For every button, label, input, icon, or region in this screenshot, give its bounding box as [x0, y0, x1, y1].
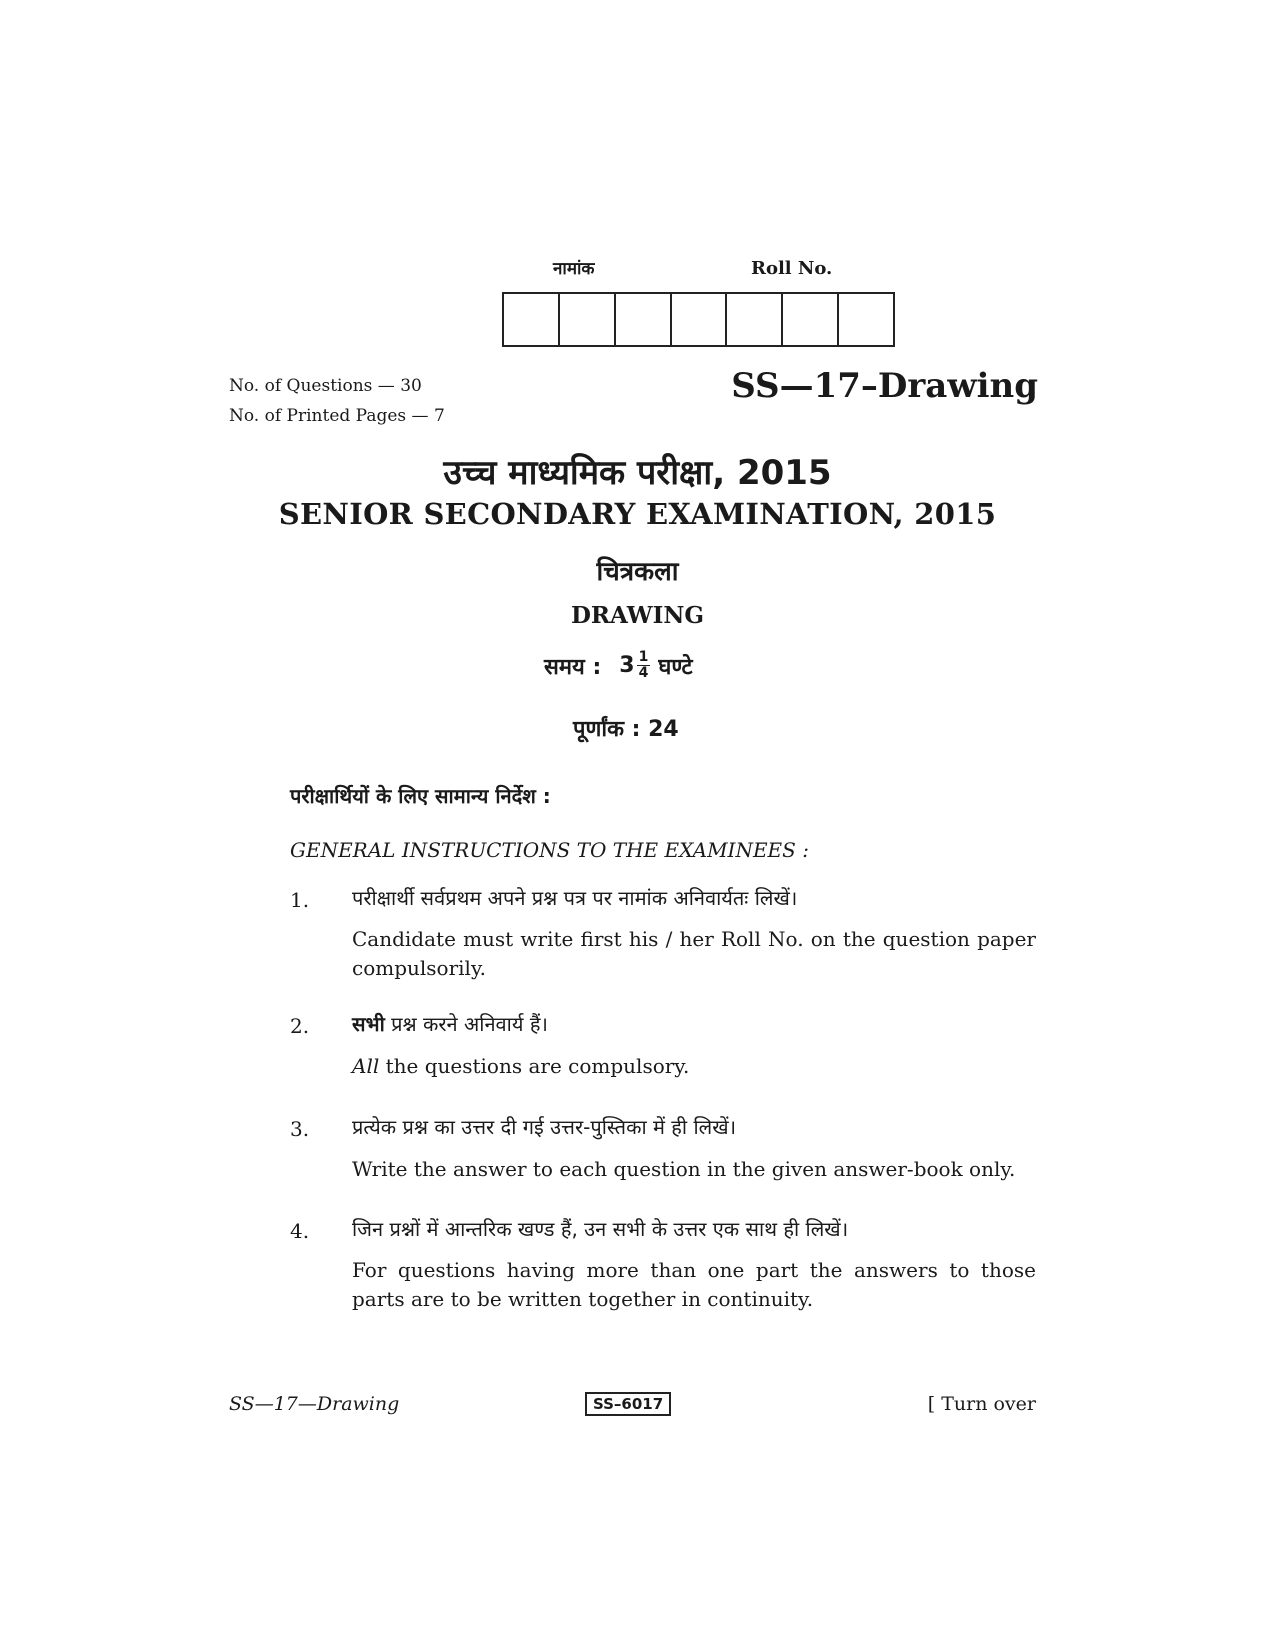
instruction-english [352, 1052, 1036, 1081]
fraction-denominator: 4 [638, 665, 649, 681]
instructions-heading-english: GENERAL INSTRUCTIONS TO THE EXAMINEES : [290, 838, 809, 862]
number-of-pages: No. of Printed Pages — 7 [229, 406, 445, 426]
roll-label-hindi: नामांक [553, 259, 595, 279]
instruction-emphasis: सभी [352, 1012, 385, 1036]
instruction-text: the questions are compulsory. [379, 1054, 690, 1078]
time-unit: घण्टे [658, 654, 693, 680]
instruction-hindi: जिन प्रश्नों में आन्तरिक खण्ड हैं, उन सभी के उत्तर एक साथ ही लिखें। [352, 1217, 849, 1241]
instruction-emphasis: All [352, 1054, 380, 1078]
footer-turn-over: [ Turn over [927, 1393, 1036, 1415]
subject-english: DRAWING [570, 602, 704, 629]
instruction-text: प्रश्न करने अनिवार्य हैं। [384, 1012, 549, 1036]
instruction-hindi: प्रत्येक प्रश्न का उत्तर दी गई उत्तर-पुस्तिका में ही लिखें। [352, 1115, 737, 1139]
exam-title-english: SENIOR SECONDARY EXAMINATION, 2015 [278, 497, 997, 531]
roll-box [560, 294, 616, 345]
footer-series-code: SS–6017 [585, 1392, 671, 1416]
paper-code: SS—17–Drawing [731, 366, 1038, 406]
instruction-english: Candidate must write first his / her Roll No. on the question paper compulsorily. [352, 927, 1036, 980]
instruction-number: 4. [290, 1219, 310, 1243]
instruction-english: Write the answer to each question in the given answer-book only. [352, 1157, 1016, 1181]
footer-paper-code: SS—17—Drawing [229, 1393, 400, 1415]
number-of-questions: No. of Questions — 30 [229, 376, 422, 396]
instruction-hindi [352, 1010, 548, 1037]
roll-box [672, 294, 728, 345]
roll-box [783, 294, 839, 345]
time-fraction [637, 650, 651, 681]
time-whole: 3 [619, 653, 635, 678]
instructions-heading-hindi: परीक्षार्थियों के लिए सामान्य निर्देश : [290, 784, 551, 808]
roll-number-boxes [502, 292, 895, 347]
time-allowed [544, 650, 693, 681]
instruction-number: 3. [290, 1117, 310, 1141]
time-label: समय : [544, 654, 602, 680]
roll-box [727, 294, 783, 345]
maximum-marks: पूर्णांक : 24 [573, 717, 679, 742]
roll-box [616, 294, 672, 345]
instruction-number: 2. [290, 1014, 310, 1038]
fraction-numerator: 1 [638, 649, 649, 665]
roll-box [839, 294, 893, 345]
instruction-english: For questions having more than one part the answers to those parts are to be written together in continuity. [352, 1258, 1036, 1311]
instruction-hindi: परीक्षार्थी सर्वप्रथम अपने प्रश्न पत्र पर नामांक अनिवार्यतः लिखें। [352, 886, 798, 910]
roll-label-english: Roll No. [751, 258, 833, 279]
roll-box [504, 294, 560, 345]
subject-hindi: चित्रकला [596, 557, 679, 587]
exam-title-hindi: उच्च माध्यमिक परीक्षा, 2015 [443, 453, 832, 493]
instruction-number: 1. [290, 888, 310, 912]
